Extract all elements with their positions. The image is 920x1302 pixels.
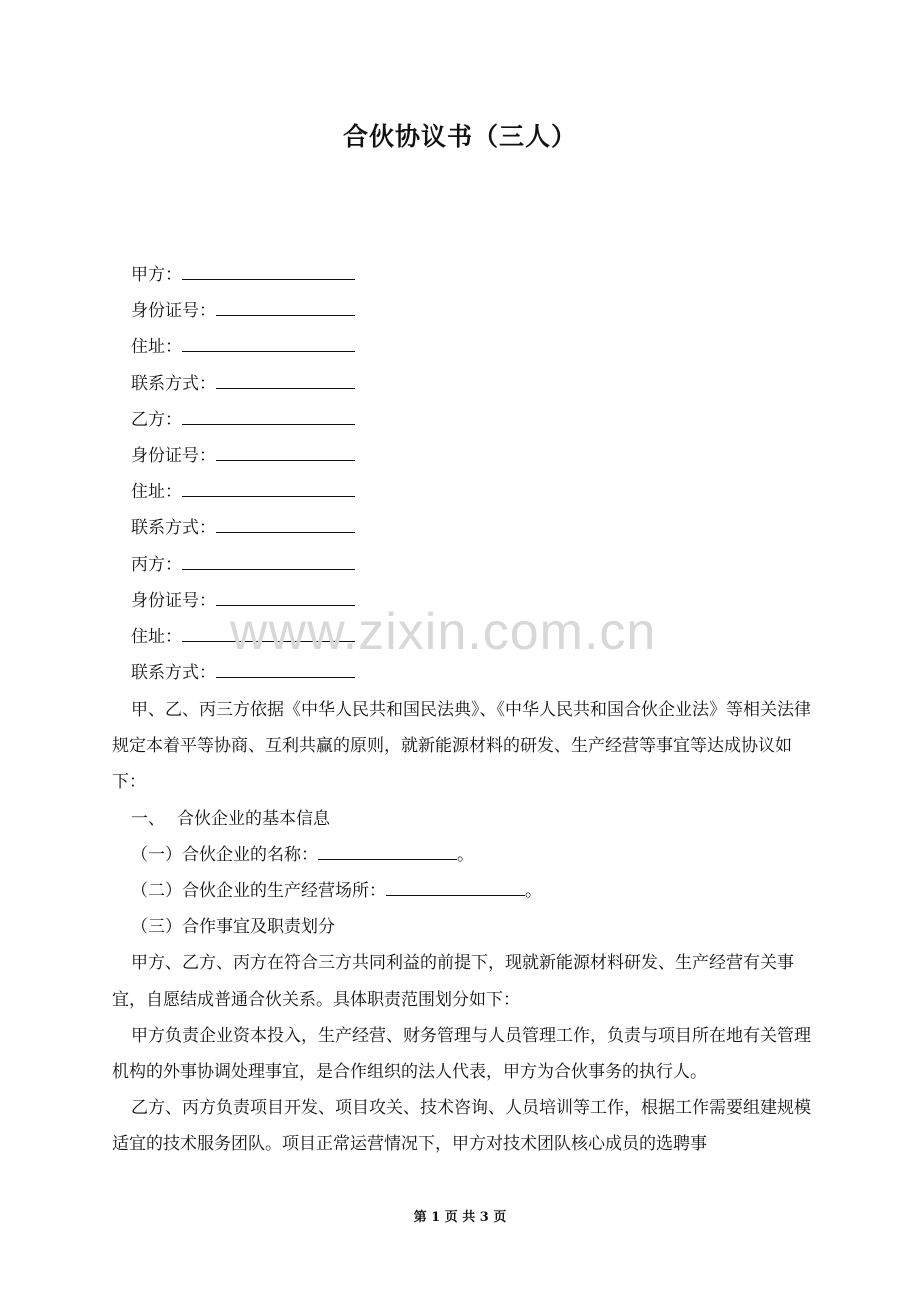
clause-text: 合作事宜及职责划分 [182, 917, 335, 938]
field-label: 身份证号： [131, 301, 216, 322]
blank-line [216, 372, 355, 389]
blank-line [216, 661, 355, 678]
party-b-label-row [131, 405, 355, 441]
section-heading-1 [112, 801, 812, 837]
field-label: 联系方式： [131, 663, 216, 684]
party-c-contact-row [131, 658, 355, 694]
field-label: 乙方： [131, 409, 182, 430]
clause-text: 合伙企业的生产经营场所： [182, 881, 386, 902]
party-a-address-row [131, 332, 355, 368]
clause-item-1 [112, 837, 812, 873]
body-paragraph-2: 甲方负责企业资本投入，生产经营、财务管理与人员管理工作，负责与项目所在地有关管理机构的外事协调处理事宜，是合作组织的法人代表，甲方为合伙事务的执行人。 [112, 1025, 811, 1083]
document-title: 合伙协议书（三人） [342, 122, 577, 151]
blank-line [182, 480, 355, 497]
blank-line [182, 335, 355, 352]
blank-line [216, 516, 355, 533]
field-label: 丙方： [131, 554, 182, 575]
body-paragraph-3: 乙方、丙方负责项目开发、项目攻关、技术咨询、人员培训等工作，根据工作需要组建规模适宜的技术服务团队。项目正常运营情况下，甲方对技术团队核心成员的选聘事 [112, 1098, 811, 1155]
field-label: 住址： [131, 337, 182, 358]
blank-line [216, 299, 355, 316]
party-c-label-row [131, 550, 355, 586]
body-paragraph-1: 甲方、乙方、丙方在符合三方共同利益的前提下，现就新能源材料研发、生产经营有关事宜，自愿结成普通合伙关系。具体职责范围划分如下： [112, 953, 794, 1010]
clause-number: （三） [131, 917, 182, 938]
page-footer: 第 1 页 共 3 页 [413, 1210, 507, 1225]
clause-number: （二） [131, 881, 182, 902]
clause-number: （一） [131, 844, 182, 865]
field-label: 联系方式： [131, 373, 216, 394]
blank-line [182, 553, 355, 570]
clause-text: 合伙企业的名称： [182, 844, 318, 865]
field-label: 身份证号： [131, 590, 216, 611]
party-b-contact-row [131, 513, 355, 549]
section-title: 合伙企业的基本信息 [177, 808, 330, 829]
agreement-body [112, 692, 812, 1163]
intro-paragraph: 甲、乙、丙三方依据《中华人民共和国民法典》、《中华人民共和国合伙企业法》等相关法律规定本着平等协商、互利共赢的原则，就新能源材料的研发、生产经营等事宜等达成协议如下： [112, 700, 811, 793]
section-number: 一、 [131, 808, 165, 829]
blank-line [386, 879, 525, 896]
party-b-id-row [131, 441, 355, 477]
field-label: 联系方式： [131, 518, 216, 539]
clause-end: 。 [525, 881, 542, 902]
clause-item-3 [112, 909, 812, 945]
party-a-label-row [131, 260, 355, 296]
field-label: 甲方： [131, 265, 182, 285]
blank-line [318, 843, 457, 860]
blank-line [182, 408, 355, 425]
blank-line [216, 444, 355, 461]
field-label: 住址： [131, 626, 182, 647]
clause-item-2 [112, 873, 812, 909]
watermark: www.zixin.com.cn [230, 603, 657, 661]
party-b-address-row [131, 477, 355, 513]
clause-end: 。 [457, 844, 474, 865]
blank-line [182, 263, 355, 280]
field-label: 住址： [131, 482, 182, 503]
party-a-contact-row [131, 369, 355, 405]
party-a-id-row [131, 296, 355, 332]
field-label: 身份证号： [131, 445, 216, 466]
